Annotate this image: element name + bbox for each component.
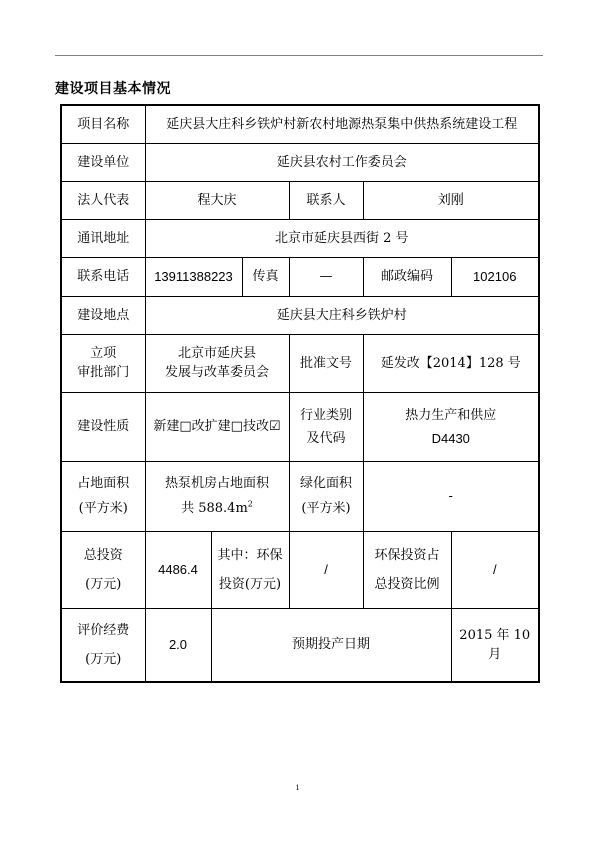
env-label-line2: 投资(万元) xyxy=(218,576,282,592)
approval-dept-line1: 北京市延庆县 xyxy=(177,346,256,361)
area-label-line1: 占地面积 xyxy=(77,476,130,491)
table-row xyxy=(61,461,539,531)
value-industry xyxy=(363,392,539,461)
label-legal-rep: 法人代表 xyxy=(61,181,145,219)
green-label-line1: 绿化面积 xyxy=(299,476,352,491)
value-fax: — xyxy=(289,257,363,296)
value-builder: 延庆县农村工作委员会 xyxy=(145,143,539,181)
label-location: 建设地点 xyxy=(61,296,145,334)
label-start-date: 预期投产日期 xyxy=(211,608,451,682)
value-env-investment: / xyxy=(289,531,363,608)
industry-label-line2: 及代码 xyxy=(306,430,346,446)
area-unit-superscript: 2 xyxy=(247,499,253,509)
table-row xyxy=(61,334,539,392)
value-address: 北京市延庆县西街 2 号 xyxy=(145,219,539,257)
evaluation-label-line2: (万元) xyxy=(85,651,122,667)
phone-fax-cell xyxy=(145,257,289,296)
value-phone: 13911388223 xyxy=(146,258,243,296)
ratio-label-line2: 总投资比例 xyxy=(374,576,440,592)
label-env-ratio xyxy=(363,531,451,608)
area-value-text: 共 588.4m xyxy=(181,501,248,516)
project-info-table xyxy=(60,104,540,683)
label-investment xyxy=(61,531,145,608)
green-label-line2: (平方米) xyxy=(301,501,351,516)
table-row xyxy=(61,296,539,334)
label-evaluation xyxy=(61,608,145,682)
section-title: 建设项目基本情况 xyxy=(55,81,171,97)
table-row xyxy=(61,531,539,608)
table-row xyxy=(61,181,539,219)
label-approval-doc: 批准文号 xyxy=(289,334,363,392)
label-green-area xyxy=(289,461,363,531)
phone-fax-split xyxy=(146,258,289,296)
value-green-area: - xyxy=(363,461,539,531)
label-fax: 传真 xyxy=(252,269,279,284)
label-address: 通讯地址 xyxy=(61,219,145,257)
table-row xyxy=(61,257,539,296)
table-row xyxy=(61,219,539,257)
label-approval xyxy=(61,334,145,392)
value-contact: 刘刚 xyxy=(363,181,539,219)
investment-label-line2: (万元) xyxy=(85,576,122,592)
value-area xyxy=(145,461,289,531)
label-builder: 建设单位 xyxy=(61,143,145,181)
value-legal-rep: 程大庆 xyxy=(145,181,289,219)
label-industry xyxy=(289,392,363,461)
value-evaluation: 2.0 xyxy=(145,608,211,682)
value-approval-dept xyxy=(145,334,289,392)
evaluation-label-line1: 评价经费 xyxy=(77,622,130,638)
label-area xyxy=(61,461,145,531)
label-approval-line2: 审批部门 xyxy=(77,365,130,380)
value-nature: 新建□改扩建□技改☑ xyxy=(145,392,289,461)
label-env-investment xyxy=(211,531,289,608)
table-row xyxy=(61,105,539,143)
industry-value-line1: 热力生产和供应 xyxy=(405,407,497,423)
area-label-line2: (平方米) xyxy=(78,501,128,516)
label-zip: 邮政编码 xyxy=(363,257,451,296)
value-zip: 102106 xyxy=(451,257,539,296)
table-row xyxy=(61,608,539,682)
table-row xyxy=(61,143,539,181)
industry-label-line1: 行业类别 xyxy=(299,407,352,423)
value-project-name: 延庆县大庄科乡铁炉村新农村地源热泵集中供热系统建设工程 xyxy=(145,105,539,143)
value-start-date: 2015 年 10 月 xyxy=(451,608,539,682)
header-rule xyxy=(55,55,543,56)
value-env-ratio: / xyxy=(451,531,539,608)
label-contact: 联系人 xyxy=(289,181,363,219)
value-approval-doc: 延发改【2014】128 号 xyxy=(363,334,539,392)
label-project-name: 项目名称 xyxy=(61,105,145,143)
industry-value-line2: D4430 xyxy=(431,430,470,446)
value-location: 延庆县大庄科乡铁炉村 xyxy=(145,296,539,334)
area-value-line2 xyxy=(149,499,286,518)
ratio-label-line1: 环保投资占 xyxy=(374,547,440,563)
label-approval-line1: 立项 xyxy=(90,346,117,361)
label-nature: 建设性质 xyxy=(61,392,145,461)
investment-label-line1: 总投资 xyxy=(83,547,123,563)
label-phone: 联系电话 xyxy=(61,257,145,296)
area-value-line1: 热泵机房占地面积 xyxy=(164,476,269,491)
approval-dept-line2: 发展与改革委员会 xyxy=(164,365,269,380)
page-number: 1 xyxy=(295,783,300,792)
value-investment: 4486.4 xyxy=(145,531,211,608)
table-row xyxy=(61,392,539,461)
env-label-line1: 其中：环保 xyxy=(217,547,283,563)
